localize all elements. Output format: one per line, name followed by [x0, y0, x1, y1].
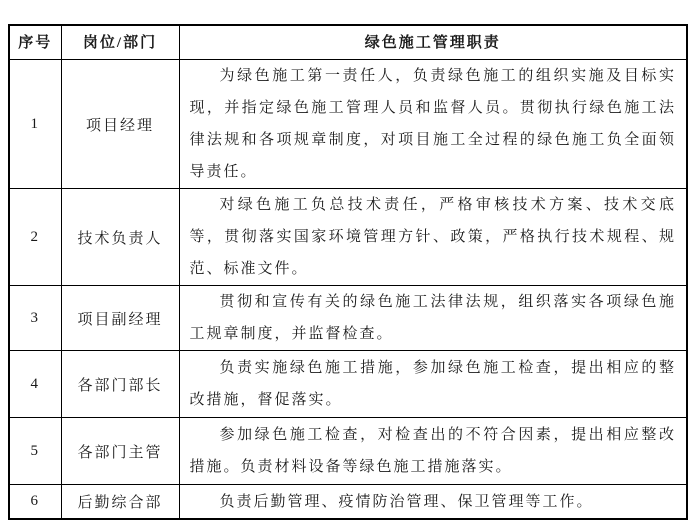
table-row	[9, 351, 687, 418]
row-number: 2	[9, 189, 61, 286]
position-cell: 项目经理	[61, 60, 179, 189]
table-row	[9, 418, 687, 485]
column-header-no: 序号	[9, 25, 61, 60]
duty-text: 负责后勤管理、疫情防治管理、保卫管理等工作。	[219, 493, 594, 510]
duty-cell	[179, 485, 687, 520]
column-header-duty: 绿色施工管理职责	[179, 25, 687, 60]
row-number: 3	[9, 286, 61, 351]
position-cell: 各部门主管	[61, 418, 179, 485]
table-row	[9, 189, 687, 286]
position-cell: 项目副经理	[61, 286, 179, 351]
table-header-row	[9, 25, 687, 60]
duty-text: 为绿色施工第一责任人，负责绿色施工的组织实施及目标实现，并指定绿色施工管理人员和监督人员。贯彻执行绿色施工法律法规和各项规章制度，对项目施工全过程的绿色施工负全面领导责任。	[189, 68, 676, 180]
row-number: 4	[9, 351, 61, 418]
duty-cell	[179, 418, 687, 485]
column-header-position: 岗位/部门	[61, 25, 179, 60]
duty-cell	[179, 189, 687, 286]
table-row	[9, 286, 687, 351]
duty-cell	[179, 60, 687, 189]
row-number: 5	[9, 418, 61, 485]
table-row	[9, 60, 687, 189]
duty-text: 负责实施绿色施工措施，参加绿色施工检查，提出相应的整改措施，督促落实。	[189, 360, 676, 408]
duty-cell	[179, 351, 687, 418]
table-row	[9, 485, 687, 520]
duty-cell	[179, 286, 687, 351]
duty-text: 参加绿色施工检查，对检查出的不符合因素，提出相应整改措施。负责材料设备等绿色施工措施落实。	[189, 427, 676, 475]
row-number: 1	[9, 60, 61, 189]
position-cell: 后勤综合部	[61, 485, 179, 520]
responsibility-table	[8, 24, 688, 520]
row-number: 6	[9, 485, 61, 520]
position-cell: 各部门部长	[61, 351, 179, 418]
position-cell: 技术负责人	[61, 189, 179, 286]
duty-text: 贯彻和宣传有关的绿色施工法律法规，组织落实各项绿色施工规章制度，并监督检查。	[189, 294, 676, 342]
duty-text: 对绿色施工负总技术责任，严格审核技术方案、技术交底等，贯彻落实国家环境管理方针、政策，严格执行技术规程、规范、标准文件。	[189, 197, 676, 277]
